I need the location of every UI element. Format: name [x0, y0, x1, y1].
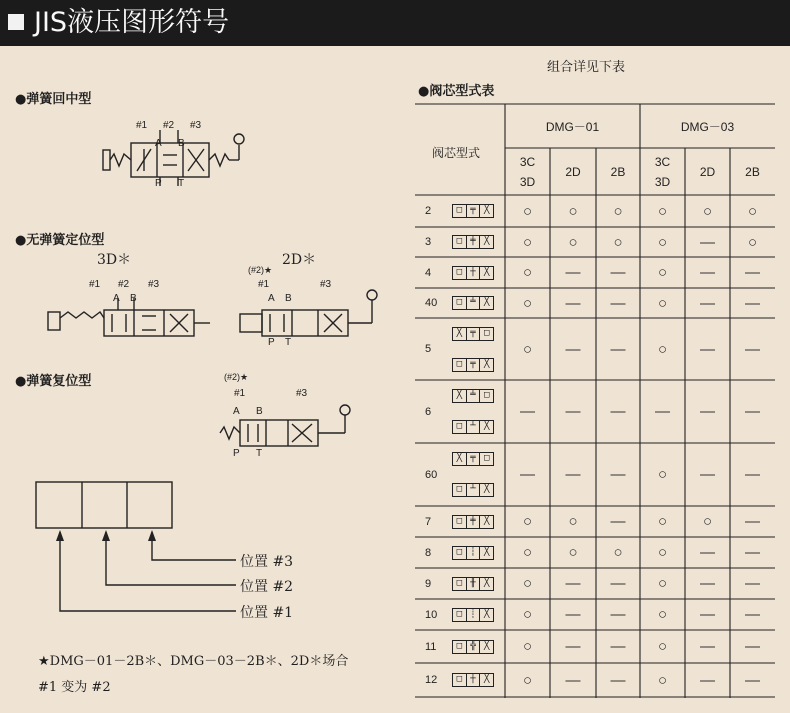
- spool-symbol-box: □: [453, 547, 467, 559]
- document-scan: [0, 46, 790, 713]
- d2-right-port-t: T: [285, 337, 292, 348]
- availability-mark: —: [610, 466, 626, 483]
- availability-mark: ○: [522, 606, 533, 623]
- group-header-dmg03: DMG－03: [680, 119, 735, 134]
- spool-symbol-box: ╳: [483, 546, 490, 557]
- spool-symbol-box: ┊: [467, 609, 481, 621]
- row-number: 60: [425, 468, 438, 481]
- spool-symbol: [452, 577, 494, 591]
- group-header-dmg01: DMG－01: [545, 119, 600, 134]
- spool-symbol: [452, 204, 494, 218]
- row-header: 阀芯型式: [432, 146, 481, 160]
- availability-mark: ○: [522, 544, 533, 561]
- d1-port-p: P: [155, 178, 162, 189]
- d2-mark: (#2)★: [248, 265, 273, 275]
- row-number: 3: [425, 236, 432, 248]
- column-header-6: [730, 148, 775, 195]
- row-number: 9: [425, 577, 432, 590]
- availability-mark: —: [745, 638, 760, 655]
- spool-symbol-box: □: [453, 674, 467, 686]
- column-header-line-1: 3C: [654, 154, 671, 169]
- column-header-line-1: 2D: [699, 164, 716, 179]
- spool-symbol: [452, 608, 494, 622]
- d2-left-port-b: B: [130, 293, 137, 304]
- availability-mark: ○: [568, 233, 578, 251]
- availability-mark: —: [610, 403, 626, 420]
- row-number: 11: [425, 640, 437, 653]
- availability-mark: —: [565, 671, 581, 689]
- spool-symbol-box: ╬: [467, 641, 481, 653]
- spool-symbol-box: ╧: [467, 390, 481, 402]
- d1-port-t: T: [178, 178, 185, 189]
- availability-mark: ○: [657, 606, 668, 623]
- column-header-line-2: 3D: [654, 174, 671, 189]
- availability-mark: ○: [522, 513, 533, 530]
- d3-port-t: T: [256, 448, 263, 459]
- column-header-line-2: 3D: [519, 174, 536, 189]
- availability-mark: ○: [522, 264, 533, 281]
- spool-symbol: [452, 235, 494, 249]
- availability-mark: —: [565, 294, 581, 312]
- availability-mark: —: [565, 466, 581, 483]
- availability-mark: —: [565, 606, 581, 623]
- column-header-line-1: 2B: [745, 164, 760, 179]
- spool-symbol-box: ╳: [483, 608, 490, 619]
- spool-symbol: [452, 389, 494, 403]
- spool-symbol-box: □: [453, 421, 467, 433]
- availability-mark: —: [745, 544, 760, 561]
- d3-solenoid-1: #1: [234, 388, 246, 399]
- availability-mark: —: [745, 264, 760, 281]
- spool-symbol-box: ┴: [467, 484, 481, 496]
- row-number: 10: [425, 608, 438, 621]
- availability-mark: —: [610, 513, 626, 530]
- d2-right-solenoid-1: #1: [258, 279, 270, 290]
- spool-symbol-box: ┆: [467, 547, 481, 559]
- spool-symbol-box: ╳: [483, 484, 490, 495]
- d1-solenoid-1: #1: [136, 120, 148, 131]
- spool-symbol-box: ╳: [483, 674, 490, 684]
- spool-symbol-box: ╳: [483, 236, 490, 246]
- availability-mark: ○: [568, 544, 578, 561]
- availability-mark: ○: [657, 294, 668, 312]
- table-title: ●阀芯型式表: [418, 84, 495, 99]
- availability-mark: ○: [657, 638, 668, 655]
- column-header-3: [596, 148, 640, 195]
- column-header-line-1: 2D: [565, 164, 581, 179]
- spool-symbol-box: ╪: [467, 236, 481, 248]
- spool-symbol-box: ╪: [467, 516, 481, 528]
- availability-mark: —: [700, 544, 715, 561]
- availability-mark: ○: [568, 513, 578, 530]
- availability-mark: ○: [657, 575, 668, 592]
- availability-mark: ○: [657, 513, 668, 530]
- availability-mark: ○: [657, 233, 668, 251]
- spool-symbol-box: □: [453, 578, 467, 590]
- spool-symbol: [452, 296, 494, 310]
- availability-mark: —: [700, 606, 715, 623]
- note-line-2: #1 变为 #2: [38, 680, 111, 695]
- spool-symbol: [452, 266, 494, 280]
- availability-mark: ○: [522, 671, 533, 689]
- d2-code-3d: 3D＊: [97, 252, 132, 268]
- spool-symbol-box: ╤: [467, 359, 481, 371]
- spool-symbol-box: □: [453, 484, 467, 496]
- d2-right-port-p: P: [268, 337, 275, 348]
- d1-port-a: A: [155, 138, 162, 149]
- spool-symbol-box: □: [453, 641, 467, 653]
- availability-mark: ○: [657, 264, 668, 281]
- valve-diagram-2-right: [240, 290, 377, 336]
- position-1-label: 位置 #1: [240, 605, 294, 621]
- availability-mark: —: [745, 340, 760, 358]
- row-number: 4: [425, 266, 432, 279]
- row-number: 8: [425, 546, 432, 559]
- availability-mark: ○: [522, 638, 533, 655]
- spool-symbol-box: ╤: [467, 328, 481, 340]
- spool-symbol-box: ╳: [483, 205, 490, 215]
- spool-symbol: [452, 420, 494, 434]
- spool-symbol-box: ╳: [483, 421, 490, 432]
- availability-mark: —: [745, 466, 760, 483]
- spool-symbol-box: ╳: [453, 390, 467, 402]
- row-number: 6: [425, 405, 432, 418]
- availability-mark: —: [610, 264, 626, 281]
- row-number: 40: [425, 297, 438, 309]
- availability-mark: —: [745, 513, 760, 530]
- d3-solenoid-3: #3: [296, 388, 308, 399]
- column-header-1: [505, 148, 550, 195]
- availability-mark: ○: [613, 233, 623, 251]
- d2-right-port-b: B: [285, 293, 292, 304]
- spool-symbol-box: □: [453, 516, 467, 528]
- availability-mark: —: [700, 264, 715, 281]
- spool-symbol: [452, 673, 494, 687]
- d3-port-a: A: [233, 406, 240, 417]
- spool-symbol-box: ╳: [483, 297, 490, 307]
- availability-mark: —: [610, 575, 626, 592]
- spool-symbol-box: □: [483, 389, 490, 400]
- d2-left-solenoid-1: #1: [89, 279, 101, 290]
- d2-right-solenoid-3: #3: [320, 279, 332, 290]
- spool-symbol-box: □: [453, 297, 467, 309]
- spool-symbol-box: □: [483, 327, 490, 338]
- availability-mark: —: [565, 638, 581, 655]
- d3-port-b: B: [256, 406, 263, 417]
- spool-symbol: [452, 452, 494, 466]
- valve-diagram-1: [103, 130, 244, 186]
- availability-mark: ○: [522, 575, 533, 592]
- spool-symbol-box: □: [453, 609, 467, 621]
- spool-symbol-box: ╳: [453, 328, 467, 340]
- column-header-4: [640, 148, 685, 195]
- spool-symbol-box: ┴: [467, 421, 481, 433]
- position-2-label: 位置 #2: [240, 579, 294, 595]
- availability-mark: —: [700, 233, 715, 251]
- table-caption: 组合详见下表: [547, 60, 626, 75]
- spool-symbol: [452, 515, 494, 529]
- availability-mark: —: [610, 606, 626, 623]
- availability-mark: ○: [657, 202, 668, 220]
- spool-symbol-box: □: [483, 452, 490, 463]
- spool-symbol-box: ╧: [467, 297, 481, 309]
- availability-mark: —: [745, 671, 760, 689]
- position-diagram: [36, 482, 236, 611]
- availability-mark: —: [565, 264, 581, 281]
- availability-mark: —: [745, 606, 760, 623]
- availability-mark: ○: [702, 513, 713, 530]
- availability-mark: ○: [522, 340, 533, 358]
- availability-mark: —: [745, 575, 760, 592]
- position-3-label: 位置 #3: [240, 554, 294, 570]
- d2-left-port-a: A: [113, 293, 120, 304]
- spool-symbol: [452, 546, 494, 560]
- spool-symbol-box: ╫: [467, 578, 481, 590]
- d1-solenoid-3: #3: [190, 120, 202, 131]
- availability-mark: —: [565, 340, 581, 358]
- spool-symbol: [452, 483, 494, 497]
- row-number: 5: [425, 343, 432, 355]
- spool-symbol-box: ╳: [453, 453, 467, 465]
- availability-mark: ○: [747, 233, 758, 251]
- spool-symbol: [452, 640, 494, 654]
- availability-mark: —: [745, 403, 760, 420]
- spool-symbol-box: □: [453, 236, 467, 248]
- d2-right-port-a: A: [268, 293, 275, 304]
- section-label-spring-centered: ●弹簧回中型: [15, 92, 92, 107]
- row-number: 12: [425, 674, 438, 686]
- spool-symbol-box: ╤: [467, 205, 481, 217]
- spool-symbol-box: ╳: [483, 358, 490, 369]
- spool-symbol-box: ╳: [483, 640, 490, 651]
- page-header: [0, 0, 790, 46]
- d1-solenoid-2: #2: [163, 120, 175, 131]
- availability-mark: —: [610, 671, 626, 689]
- availability-mark: —: [700, 294, 715, 312]
- availability-mark: ○: [568, 202, 578, 220]
- availability-mark: —: [565, 575, 581, 592]
- title-square-icon: [8, 14, 24, 30]
- availability-mark: —: [700, 340, 715, 358]
- column-header-2: [550, 148, 596, 195]
- availability-mark: —: [700, 403, 715, 420]
- row-number: 2: [425, 205, 432, 217]
- spool-symbol-box: □: [453, 359, 467, 371]
- availability-mark: ○: [522, 294, 533, 312]
- availability-mark: ○: [657, 340, 668, 358]
- availability-mark: —: [520, 466, 535, 483]
- spool-symbol: [452, 327, 494, 341]
- availability-mark: ○: [657, 466, 668, 483]
- page-title: JIS液压图形符号: [34, 7, 230, 38]
- spool-symbol-box: ╳: [483, 515, 490, 526]
- availability-mark: —: [520, 403, 535, 420]
- d2-left-solenoid-3: #3: [148, 279, 160, 290]
- spool-symbol-box: ╤: [467, 453, 481, 465]
- availability-mark: ○: [747, 202, 758, 220]
- valve-diagram-2-left: [48, 298, 210, 336]
- availability-mark: —: [610, 638, 626, 655]
- d2-code-2d: 2D＊: [282, 252, 317, 268]
- spool-symbol-box: ┼: [467, 267, 481, 279]
- column-header-line-1: 2B: [610, 164, 626, 179]
- d1-port-b: B: [178, 138, 185, 149]
- availability-mark: ○: [613, 202, 623, 220]
- note-line-1: ★DMG－01－2B＊、DMG－03－2B＊、2D＊场合: [38, 654, 349, 669]
- section-label-no-spring-detent: ●无弹簧定位型: [15, 233, 105, 248]
- section-label-spring-offset: ●弹簧复位型: [15, 374, 92, 389]
- availability-mark: ○: [657, 671, 668, 689]
- spool-symbol-box: □: [453, 267, 467, 279]
- column-header-line-1: 3C: [519, 154, 536, 169]
- availability-mark: ○: [702, 202, 713, 220]
- spool-symbol-box: ╳: [483, 266, 490, 277]
- d3-port-p: P: [233, 448, 240, 459]
- availability-mark: —: [700, 466, 715, 483]
- availability-mark: —: [745, 294, 760, 312]
- availability-mark: —: [700, 575, 715, 592]
- availability-mark: —: [700, 671, 715, 689]
- availability-mark: —: [610, 340, 626, 358]
- spool-symbol-box: ┼: [467, 674, 481, 686]
- column-header-5: [685, 148, 730, 195]
- availability-mark: —: [655, 403, 670, 420]
- availability-mark: ○: [657, 544, 668, 561]
- availability-mark: ○: [613, 544, 623, 561]
- spool-symbol: [452, 358, 494, 372]
- availability-mark: —: [700, 638, 715, 655]
- spool-symbol-box: □: [453, 205, 467, 217]
- availability-mark: ○: [522, 202, 533, 220]
- spool-symbol-box: ╳: [483, 577, 490, 588]
- d2-left-solenoid-2: #2: [118, 279, 130, 290]
- d3-mark: (#2)★: [224, 372, 249, 382]
- availability-mark: —: [565, 403, 581, 420]
- availability-mark: —: [610, 294, 626, 312]
- availability-mark: ○: [522, 233, 533, 251]
- row-number: 7: [425, 515, 432, 528]
